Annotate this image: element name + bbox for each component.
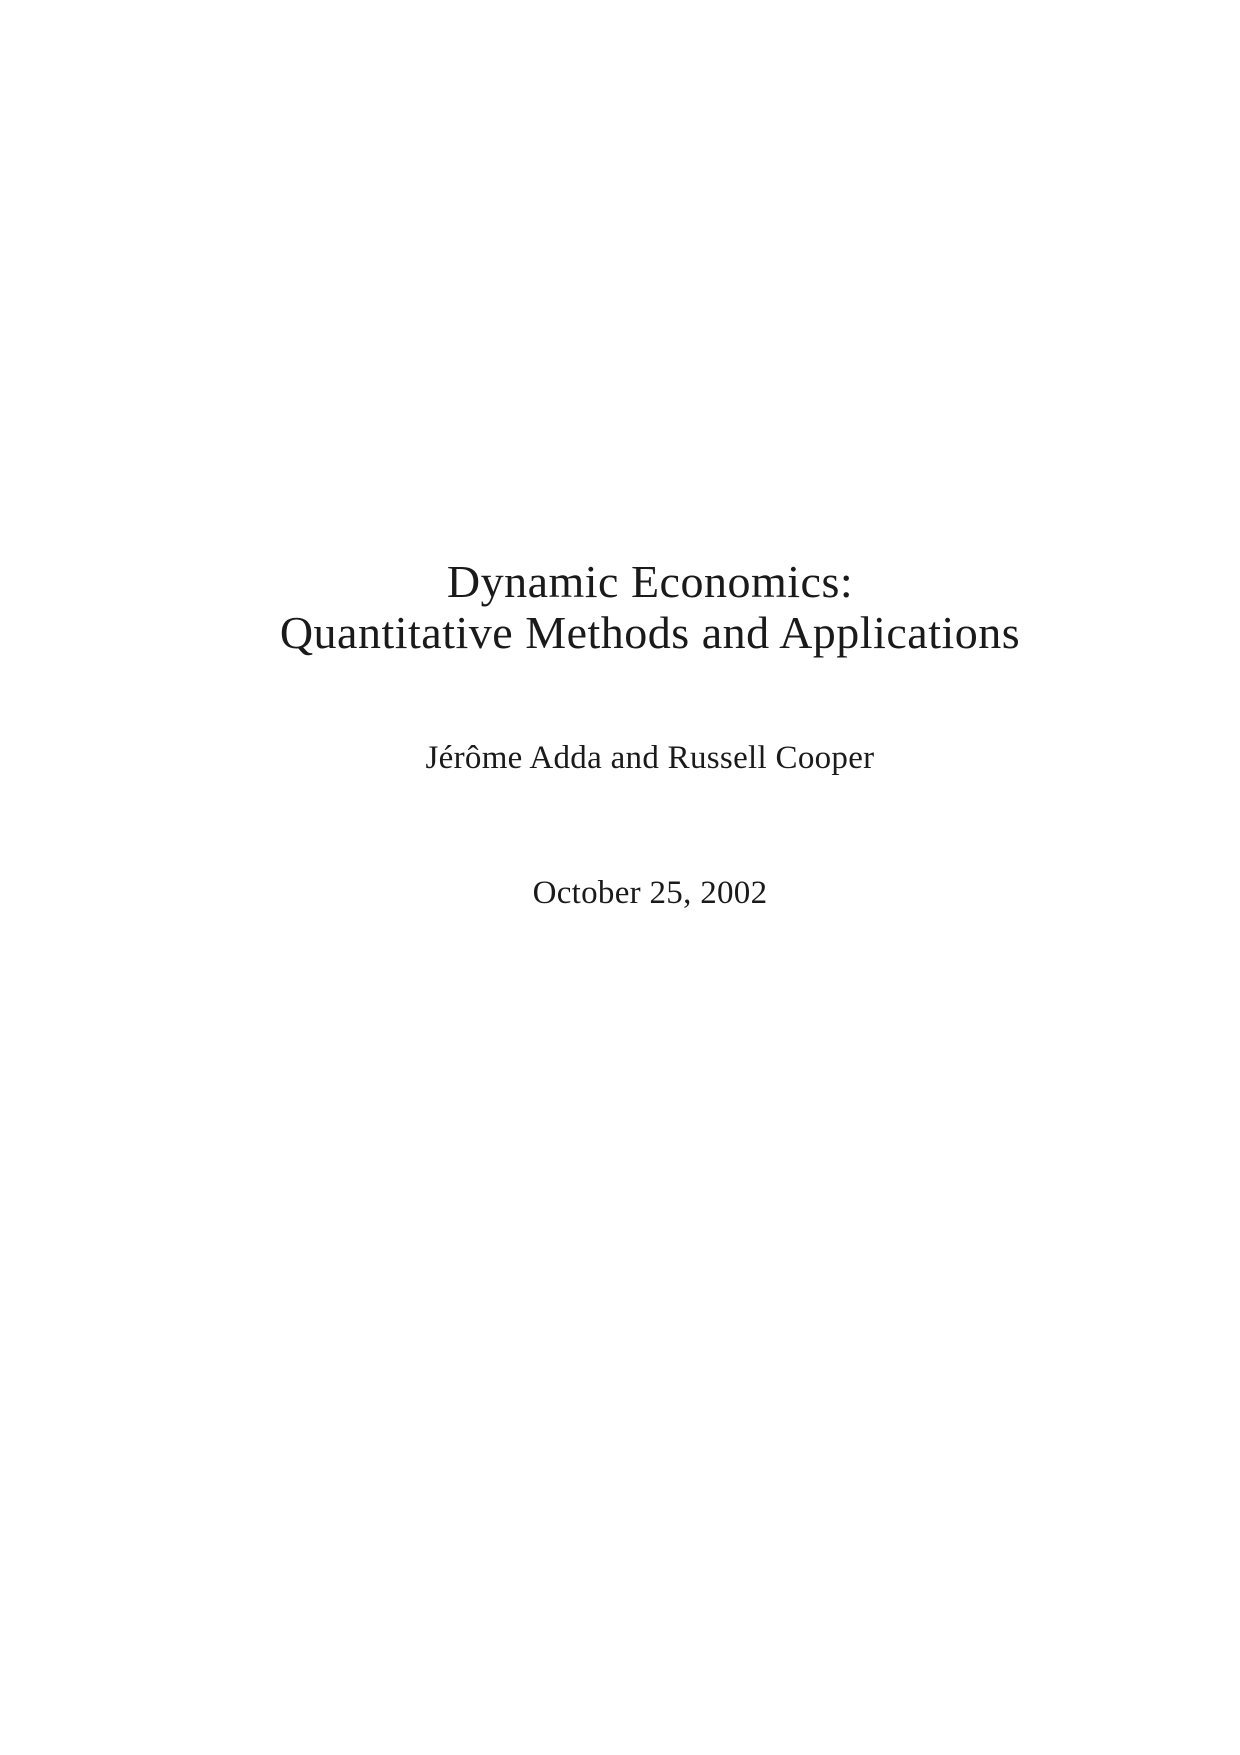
authors-line: Jérôme Adda and Russell Cooper (425, 740, 875, 776)
title-line-1: Dynamic Economics: (446, 556, 854, 607)
document-title (30, 556, 1240, 658)
date-line: October 25, 2002 (532, 875, 768, 911)
title-line-2: Quantitative Methods and Applications (279, 607, 1021, 658)
